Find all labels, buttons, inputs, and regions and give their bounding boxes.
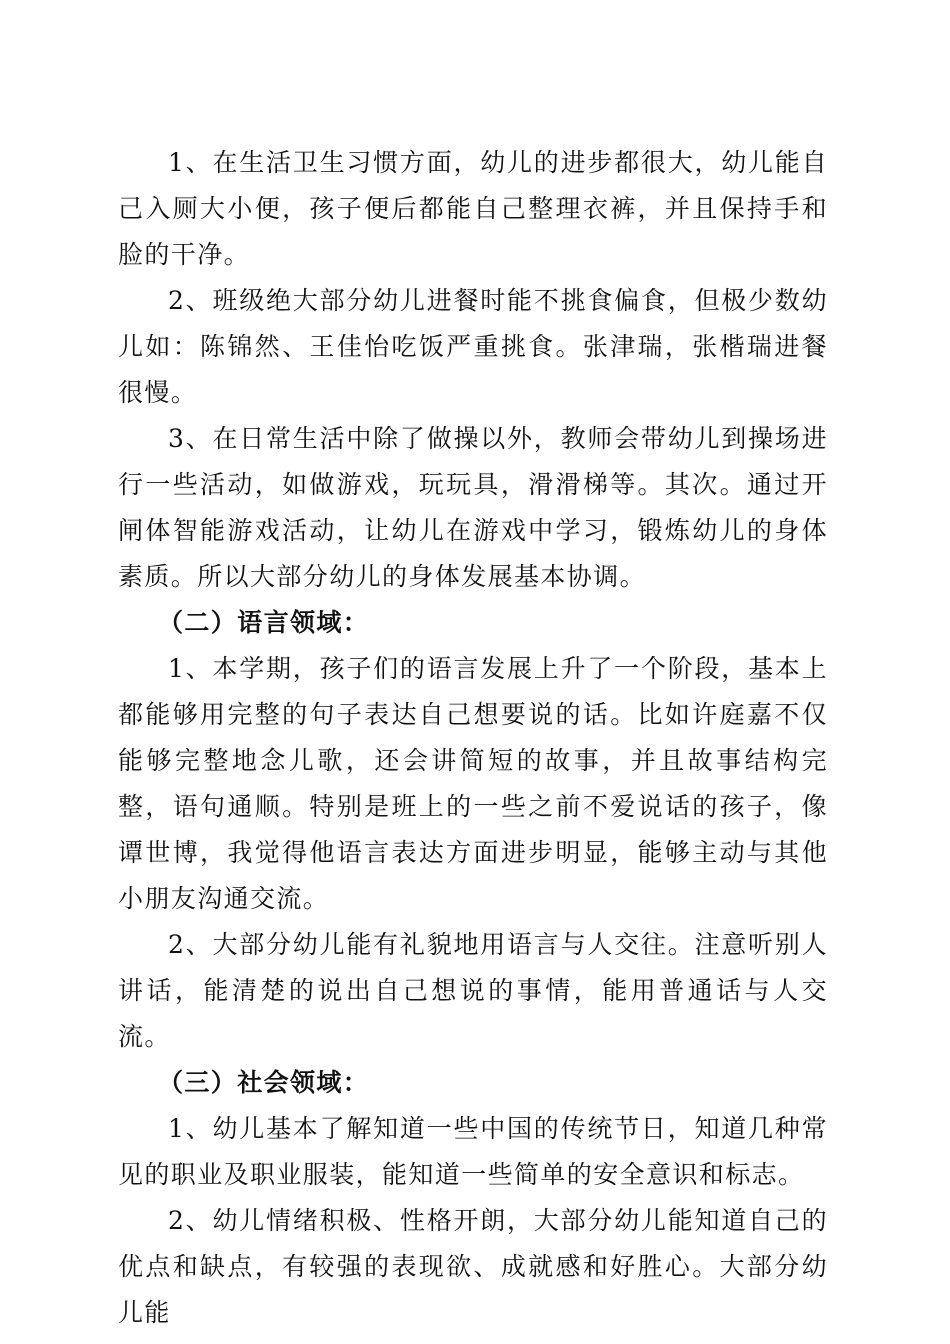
paragraph-hygiene-habits: 1、在生活卫生习惯方面，幼儿的进步都很大，幼儿能自己入厕大小便，孩子便后都能自己整理衣裤，并且保持手和脸的干净。 <box>118 148 828 269</box>
paragraph-daily-activities: 3、在日常生活中除了做操以外，教师会带幼儿到操场进行一些活动，如做游戏，玩玩具，滑滑梯等。其次。通过开闸体智能游戏活动，让幼儿在游戏中学习，锻炼幼儿的身体素质。所以大部分幼儿的身体发展基本协调。 <box>118 424 828 591</box>
section-heading-social: （三）社会领域： <box>158 1068 370 1097</box>
paragraph-polite-communication: 2、大部分幼儿能有礼貌地用语言与人交往。注意听别人讲话，能清楚的说出自己想说的事情，能用普通话与人交流。 <box>118 930 828 1051</box>
paragraph-language-development: 1、本学期，孩子们的语言发展上升了一个阶段，基本上都能够用完整的句子表达自己想要说的话。比如许庭嘉不仅能够完整地念儿歌，还会讲简短的故事，并且故事结构完整，语句通顺。特别是班上的一些之前不爱说话的孩子，像谭世博，我觉得他语言表达方面进步明显，能够主动与其他小朋友沟通交流。 <box>118 654 828 913</box>
section-heading-language: （二）语言领域： <box>158 608 370 637</box>
paragraph-eating-habits: 2、班级绝大部分幼儿进餐时能不挑食偏食，但极少数幼儿如：陈锦然、王佳怡吃饭严重挑食。张津瑞，张楷瑞进餐很慢。 <box>118 286 828 407</box>
document-body <box>118 140 828 1336</box>
paragraph-emotions-personality: 2、幼儿情绪积极、性格开朗，大部分幼儿能知道自己的优点和缺点，有较强的表现欲、成就感和好胜心。大部分幼儿能 <box>118 1206 828 1327</box>
paragraph-social-knowledge: 1、幼儿基本了解知道一些中国的传统节日，知道几种常见的职业及职业服装，能知道一些简单的安全意识和标志。 <box>118 1114 828 1189</box>
